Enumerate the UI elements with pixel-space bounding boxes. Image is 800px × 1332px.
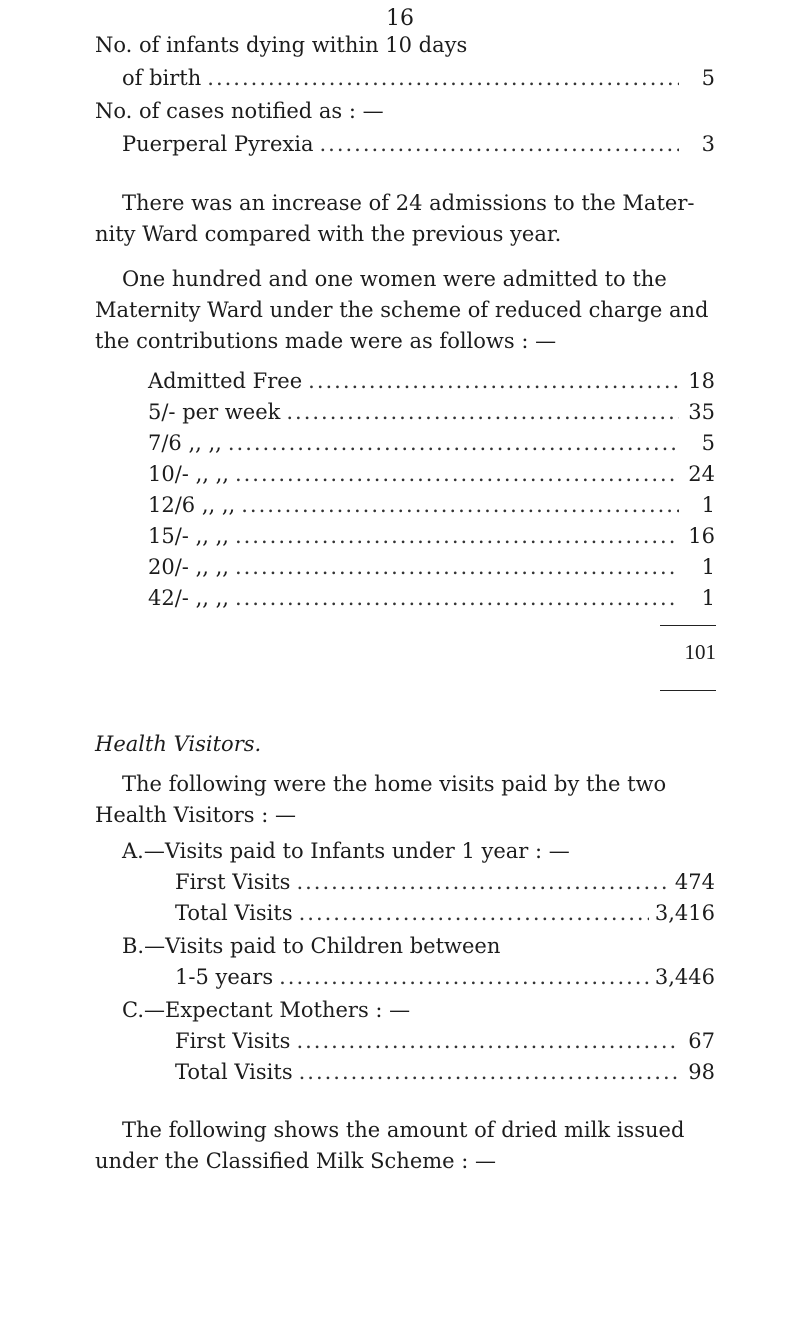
admission-label: 5/- per week <box>148 400 281 424</box>
leader-dots <box>299 898 649 928</box>
stat-row-pyrexia <box>122 129 715 159</box>
health-visitors-heading: Health Visitors. <box>95 732 262 756</box>
admission-count: 1 <box>701 555 715 579</box>
admission-count: 18 <box>688 369 715 393</box>
admission-label: 7/6 ,, ,, <box>148 431 222 455</box>
visit-count: 67 <box>688 1029 715 1053</box>
admission-label: 12/6 ,, ,, <box>148 493 236 517</box>
admission-count: 16 <box>688 524 715 548</box>
leader-dots <box>235 552 679 582</box>
leader-dots <box>235 583 679 613</box>
admission-label: 10/- ,, ,, <box>148 462 229 486</box>
visit-label: Total Visits <box>175 901 293 925</box>
admission-row <box>148 490 715 520</box>
visit-count: 3,416 <box>654 901 715 925</box>
admission-count: 35 <box>688 400 715 424</box>
section-c-heading: C.—Expectant Mothers : — <box>122 998 411 1022</box>
section-a-heading: A.—Visits paid to Infants under 1 year : — <box>122 839 570 863</box>
stat-value: 3 <box>701 132 715 156</box>
stat-value: 5 <box>701 66 715 90</box>
leader-dots <box>207 63 679 93</box>
infants-dying-label: No. of infants dying within 10 days <box>95 33 468 57</box>
visit-label: First Visits <box>175 1029 291 1053</box>
leader-dots <box>235 521 679 551</box>
leader-dots <box>279 962 649 992</box>
stat-label: of birth <box>122 66 202 90</box>
admissions-total: 101 <box>684 640 716 664</box>
admission-count: 1 <box>701 493 715 517</box>
stat-label: Puerperal Pyrexia <box>122 132 314 156</box>
leader-dots <box>235 459 679 489</box>
visit-label: Total Visits <box>175 1060 293 1084</box>
visit-row <box>175 867 715 897</box>
leader-dots <box>299 1057 679 1087</box>
admission-count: 5 <box>701 431 715 455</box>
home-visits-paragraph: The following were the home visits paid by the two Health Visitors : — <box>95 772 667 827</box>
visit-label: First Visits <box>175 870 291 894</box>
leader-dots <box>228 428 679 458</box>
admission-row <box>148 521 715 551</box>
visit-row <box>175 898 715 928</box>
admission-row <box>148 583 715 613</box>
section-b-heading: B.—Visits paid to Children between <box>122 934 501 958</box>
leader-dots <box>296 1026 679 1056</box>
admission-label: 15/- ,, ,, <box>148 524 229 548</box>
admission-label: 20/- ,, ,, <box>148 555 229 579</box>
total-rule-top <box>660 625 716 626</box>
admission-count: 1 <box>701 586 715 610</box>
leader-dots <box>286 397 679 427</box>
dried-milk-paragraph: The following shows the amount of dried milk issued under the Classified Milk Scheme : — <box>95 1118 685 1173</box>
visit-count: 3,446 <box>654 965 715 989</box>
visit-row <box>175 1026 715 1056</box>
total-rule-bottom <box>660 690 716 691</box>
admission-row <box>148 397 715 427</box>
admissions-intro-paragraph: One hundred and one women were admitted to the Maternity Ward under the scheme of reduced charge and the contributions made were as follows : — <box>95 267 709 353</box>
increase-paragraph: There was an increase of 24 admissions to the Mater- nity Ward compared with the previous year. <box>95 191 695 246</box>
admission-row <box>148 552 715 582</box>
visit-count: 98 <box>688 1060 715 1084</box>
visit-label: 1-5 years <box>175 965 274 989</box>
leader-dots <box>241 490 679 520</box>
admission-label: Admitted Free <box>148 369 303 393</box>
page-number: 16 <box>386 6 414 31</box>
stat-row-birth <box>122 63 715 93</box>
leader-dots <box>308 366 679 396</box>
visit-count: 474 <box>674 870 715 894</box>
visit-row <box>175 962 715 992</box>
admission-row <box>148 459 715 489</box>
cases-notified-label: No. of cases notified as : — <box>95 99 384 123</box>
admission-row <box>148 366 715 396</box>
visit-row <box>175 1057 715 1087</box>
leader-dots <box>296 867 668 897</box>
admission-count: 24 <box>688 462 715 486</box>
admission-row <box>148 428 715 458</box>
leader-dots <box>319 129 679 159</box>
admission-label: 42/- ,, ,, <box>148 586 229 610</box>
